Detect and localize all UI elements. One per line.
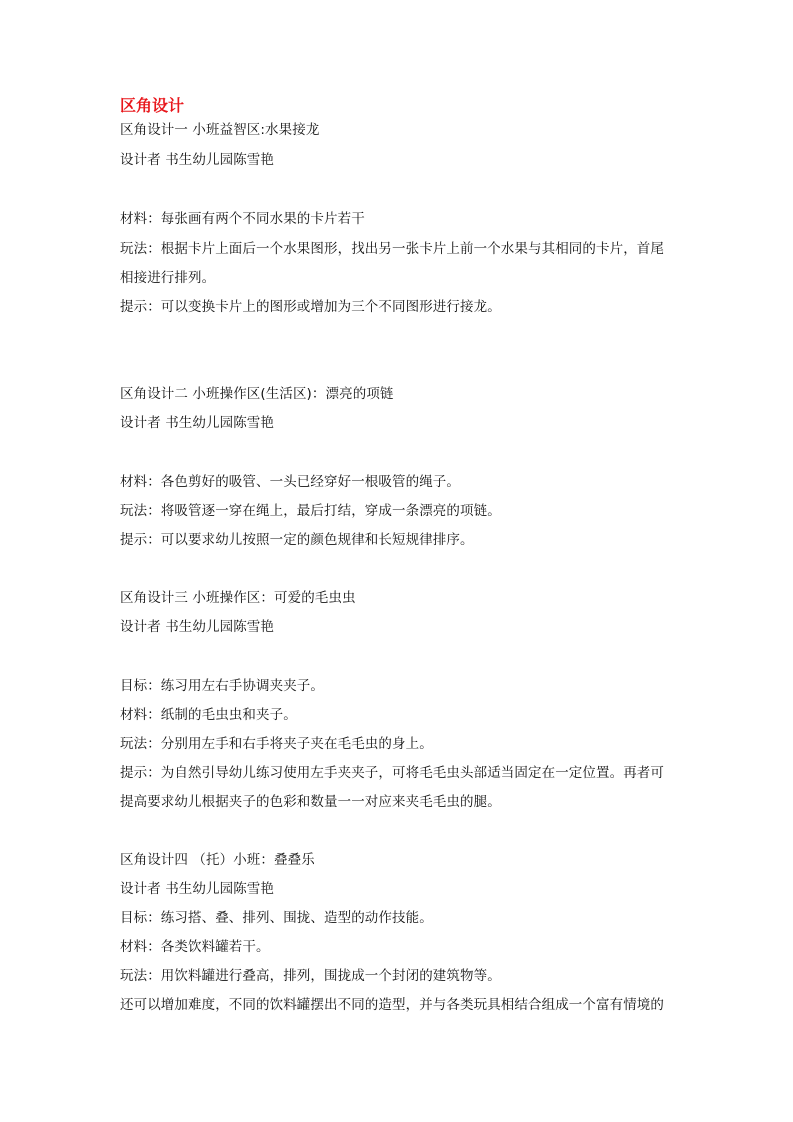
document-title: 区角设计 xyxy=(120,96,185,115)
section-4-extension: 还可以增加难度，不同的饮料罐摆出不同的造型，并与各类玩具相结合组成一个富有情境的 xyxy=(120,997,664,1013)
section-4-materials: 材料：各类饮料罐若干。 xyxy=(120,939,270,955)
section-3-tip-cont: 提高要求幼儿根据夹子的色彩和数量一一对应来夹毛毛虫的腿。 xyxy=(120,794,501,810)
section-3-play: 玩法：分别用左手和右手将夹子夹在毛毛虫的身上。 xyxy=(120,736,433,752)
section-2-materials: 材料：各色剪好的吸管、一头已经穿好一根吸管的绳子。 xyxy=(120,474,460,490)
section-4-play: 玩法：用饮料罐进行叠高，排列，围拢成一个封闭的建筑物等。 xyxy=(120,968,501,984)
section-2-play: 玩法：将吸管逐一穿在绳上，最后打结，穿成一条漂亮的项链。 xyxy=(120,503,501,519)
section-2-designer: 设计者 书生幼儿园陈雪艳 xyxy=(120,415,274,431)
section-3-designer: 设计者 书生幼儿园陈雪艳 xyxy=(120,619,274,635)
section-1-play: 玩法：根据卡片上面后一个水果图形，找出另一张卡片上前一个水果与其相同的卡片，首尾 xyxy=(120,241,664,257)
section-4-goal: 目标：练习搭、叠、排列、围拢、造型的动作技能。 xyxy=(120,910,433,926)
section-3-materials: 材料：纸制的毛虫虫和夹子。 xyxy=(120,707,297,723)
section-2-heading: 区角设计二 小班操作区(生活区)：漂亮的项链 xyxy=(120,386,394,402)
section-1-heading: 区角设计一 小班益智区:水果接龙 xyxy=(120,122,320,138)
section-4-heading: 区角设计四 （托）小班：叠叠乐 xyxy=(120,852,315,868)
section-1-materials: 材料：每张画有两个不同水果的卡片若干 xyxy=(120,211,365,227)
section-3-heading: 区角设计三 小班操作区：可爱的毛虫虫 xyxy=(120,590,356,606)
section-4-designer: 设计者 书生幼儿园陈雪艳 xyxy=(120,881,274,897)
section-3-tip: 提示：为自然引导幼儿练习使用左手夹夹子，可将毛毛虫头部适当固定在一定位置。再者可 xyxy=(120,765,664,781)
section-1-designer: 设计者 书生幼儿园陈雪艳 xyxy=(120,152,274,168)
section-3-goal: 目标：练习用左右手协调夹夹子。 xyxy=(120,678,324,694)
section-2-tip: 提示：可以要求幼儿按照一定的颜色规律和长短规律排序。 xyxy=(120,532,474,548)
section-1-play-cont: 相接进行排列。 xyxy=(120,270,216,286)
section-1-tip: 提示：可以变换卡片上的图形或增加为三个不同图形进行接龙。 xyxy=(120,299,501,315)
